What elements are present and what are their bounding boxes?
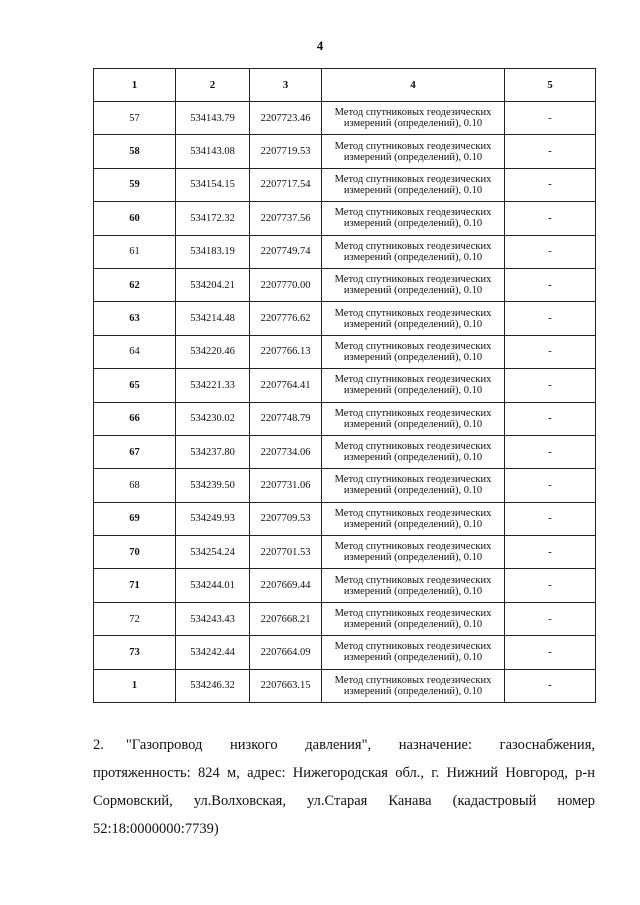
method-cell: Метод спутниковых геодезических измерений (определений), 0.10 xyxy=(322,135,505,168)
table-row xyxy=(94,302,596,335)
y-coordinate-cell: 2207737.56 xyxy=(250,202,322,235)
x-coordinate-cell: 534239.50 xyxy=(176,469,250,502)
method-cell: Метод спутниковых геодезических измерений (определений), 0.10 xyxy=(322,369,505,402)
paragraph-text: "Газопровод низкого давления", назначение: газоснабжения, протяженность: 824 м, адрес: Нижегородская обл., г. Нижний Новгород, р-н Сормовский, ул.Волховская, ул.Старая Канава (кадастровый номер 52:18:0000000:7739) xyxy=(93,737,595,837)
x-coordinate-cell: 534243.43 xyxy=(176,602,250,635)
note-cell: - xyxy=(505,335,596,368)
point-number-cell: 58 xyxy=(94,135,176,168)
method-cell: Метод спутниковых геодезических измерений (определений), 0.10 xyxy=(322,168,505,201)
table-row xyxy=(94,402,596,435)
y-coordinate-cell: 2207669.44 xyxy=(250,569,322,602)
note-cell: - xyxy=(505,369,596,402)
table-header-row xyxy=(94,69,596,102)
x-coordinate-cell: 534143.79 xyxy=(176,102,250,135)
method-cell: Метод спутниковых геодезических измерений (определений), 0.10 xyxy=(322,636,505,669)
table-row xyxy=(94,102,596,135)
point-number-cell: 62 xyxy=(94,268,176,301)
method-cell: Метод спутниковых геодезических измерений (определений), 0.10 xyxy=(322,402,505,435)
method-cell: Метод спутниковых геодезических измерений (определений), 0.10 xyxy=(322,469,505,502)
method-cell: Метод спутниковых геодезических измерений (определений), 0.10 xyxy=(322,102,505,135)
table-row xyxy=(94,435,596,468)
method-cell: Метод спутниковых геодезических измерений (определений), 0.10 xyxy=(322,268,505,301)
y-coordinate-cell: 2207719.53 xyxy=(250,135,322,168)
point-number-cell: 60 xyxy=(94,202,176,235)
table-row xyxy=(94,502,596,535)
y-coordinate-cell: 2207663.15 xyxy=(250,669,322,702)
header-col-5: 5 xyxy=(505,69,596,102)
note-cell: - xyxy=(505,602,596,635)
point-number-cell: 71 xyxy=(94,569,176,602)
paragraph-2 xyxy=(93,731,595,843)
point-number-cell: 66 xyxy=(94,402,176,435)
point-number-cell: 67 xyxy=(94,435,176,468)
table-row xyxy=(94,335,596,368)
note-cell: - xyxy=(505,268,596,301)
method-cell: Метод спутниковых геодезических измерений (определений), 0.10 xyxy=(322,669,505,702)
table-row xyxy=(94,268,596,301)
x-coordinate-cell: 534237.80 xyxy=(176,435,250,468)
table-row xyxy=(94,469,596,502)
note-cell: - xyxy=(505,469,596,502)
table-row xyxy=(94,602,596,635)
table-row xyxy=(94,569,596,602)
method-cell: Метод спутниковых геодезических измерений (определений), 0.10 xyxy=(322,302,505,335)
method-cell: Метод спутниковых геодезических измерений (определений), 0.10 xyxy=(322,602,505,635)
y-coordinate-cell: 2207764.41 xyxy=(250,369,322,402)
point-number-cell: 63 xyxy=(94,302,176,335)
note-cell: - xyxy=(505,235,596,268)
method-cell: Метод спутниковых геодезических измерений (определений), 0.10 xyxy=(322,569,505,602)
note-cell: - xyxy=(505,636,596,669)
y-coordinate-cell: 2207770.00 xyxy=(250,268,322,301)
point-number-cell: 57 xyxy=(94,102,176,135)
x-coordinate-cell: 534230.02 xyxy=(176,402,250,435)
method-cell: Метод спутниковых геодезических измерений (определений), 0.10 xyxy=(322,335,505,368)
note-cell: - xyxy=(505,102,596,135)
y-coordinate-cell: 2207749.74 xyxy=(250,235,322,268)
paragraph-number: 2. xyxy=(93,737,104,753)
point-number-cell: 70 xyxy=(94,536,176,569)
point-number-cell: 59 xyxy=(94,168,176,201)
x-coordinate-cell: 534246.32 xyxy=(176,669,250,702)
note-cell: - xyxy=(505,569,596,602)
note-cell: - xyxy=(505,302,596,335)
table-row xyxy=(94,669,596,702)
y-coordinate-cell: 2207668.21 xyxy=(250,602,322,635)
method-cell: Метод спутниковых геодезических измерений (определений), 0.10 xyxy=(322,502,505,535)
method-cell: Метод спутниковых геодезических измерений (определений), 0.10 xyxy=(322,536,505,569)
point-number-cell: 65 xyxy=(94,369,176,402)
note-cell: - xyxy=(505,202,596,235)
y-coordinate-cell: 2207748.79 xyxy=(250,402,322,435)
table-row xyxy=(94,636,596,669)
y-coordinate-cell: 2207776.62 xyxy=(250,302,322,335)
x-coordinate-cell: 534254.24 xyxy=(176,536,250,569)
table-row xyxy=(94,235,596,268)
x-coordinate-cell: 534249.93 xyxy=(176,502,250,535)
point-number-cell: 68 xyxy=(94,469,176,502)
table-row xyxy=(94,168,596,201)
y-coordinate-cell: 2207664.09 xyxy=(250,636,322,669)
x-coordinate-cell: 534244.01 xyxy=(176,569,250,602)
x-coordinate-cell: 534154.15 xyxy=(176,168,250,201)
point-number-cell: 73 xyxy=(94,636,176,669)
x-coordinate-cell: 534221.33 xyxy=(176,369,250,402)
y-coordinate-cell: 2207709.53 xyxy=(250,502,322,535)
x-coordinate-cell: 534242.44 xyxy=(176,636,250,669)
page-number: 4 xyxy=(316,38,324,53)
header-col-3: 3 xyxy=(250,69,322,102)
method-cell: Метод спутниковых геодезических измерений (определений), 0.10 xyxy=(322,235,505,268)
point-number-cell: 69 xyxy=(94,502,176,535)
table-row xyxy=(94,369,596,402)
point-number-cell: 72 xyxy=(94,602,176,635)
table-row xyxy=(94,536,596,569)
y-coordinate-cell: 2207734.06 xyxy=(250,435,322,468)
table-row xyxy=(94,202,596,235)
note-cell: - xyxy=(505,669,596,702)
coordinates-table xyxy=(93,68,596,703)
x-coordinate-cell: 534204.21 xyxy=(176,268,250,301)
x-coordinate-cell: 534143.08 xyxy=(176,135,250,168)
note-cell: - xyxy=(505,168,596,201)
note-cell: - xyxy=(505,435,596,468)
y-coordinate-cell: 2207723.46 xyxy=(250,102,322,135)
point-number-cell: 1 xyxy=(94,669,176,702)
note-cell: - xyxy=(505,536,596,569)
y-coordinate-cell: 2207701.53 xyxy=(250,536,322,569)
note-cell: - xyxy=(505,135,596,168)
point-number-cell: 61 xyxy=(94,235,176,268)
y-coordinate-cell: 2207731.06 xyxy=(250,469,322,502)
header-col-1: 1 xyxy=(94,69,176,102)
method-cell: Метод спутниковых геодезических измерений (определений), 0.10 xyxy=(322,202,505,235)
x-coordinate-cell: 534214.48 xyxy=(176,302,250,335)
y-coordinate-cell: 2207717.54 xyxy=(250,168,322,201)
note-cell: - xyxy=(505,402,596,435)
x-coordinate-cell: 534220.46 xyxy=(176,335,250,368)
x-coordinate-cell: 534183.19 xyxy=(176,235,250,268)
y-coordinate-cell: 2207766.13 xyxy=(250,335,322,368)
note-cell: - xyxy=(505,502,596,535)
header-col-2: 2 xyxy=(176,69,250,102)
point-number-cell: 64 xyxy=(94,335,176,368)
x-coordinate-cell: 534172.32 xyxy=(176,202,250,235)
method-cell: Метод спутниковых геодезических измерений (определений), 0.10 xyxy=(322,435,505,468)
header-col-4: 4 xyxy=(322,69,505,102)
table-row xyxy=(94,135,596,168)
